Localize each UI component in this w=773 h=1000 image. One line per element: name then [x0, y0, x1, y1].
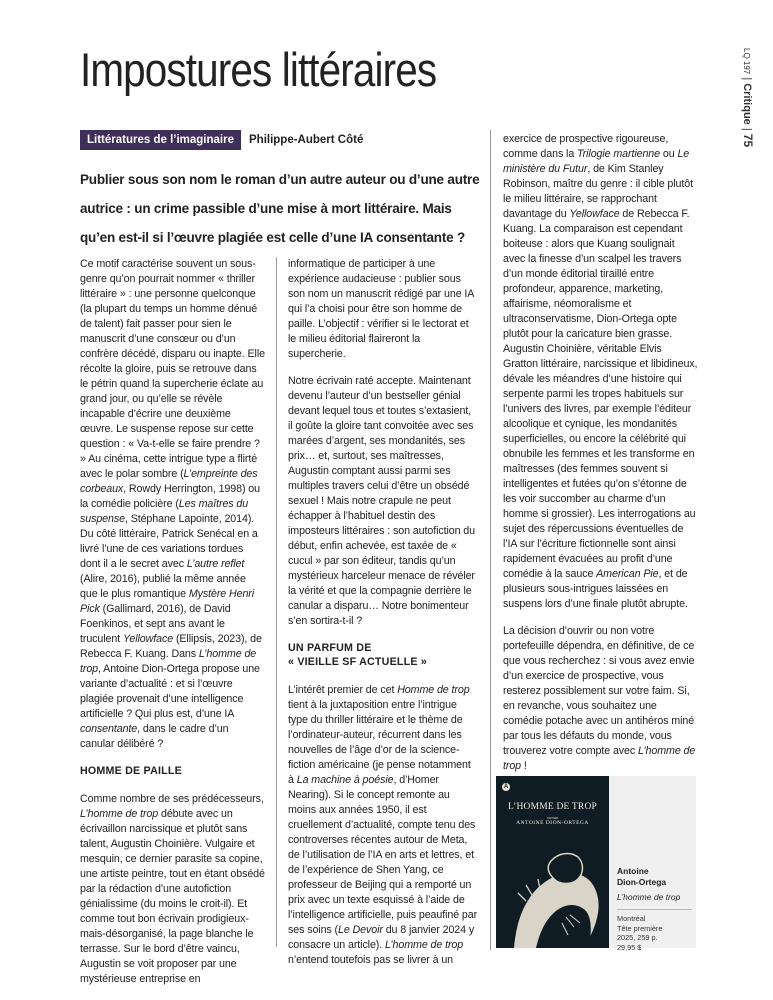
body-column-3: exercice de prospective rigoureuse, comme dans la Trilogie martienne ou Le ministère du Futur, de Kim Stanley Robinson, maître du genre : il cible plutôt le milieu littéraire, se rapprochant davantage du Yellowface de Rebecca F. Kuang. La comparaison est cependant boiteuse : alors que Kuang soulignait avec la finesse d’un scalpel les travers d’un monde éditorial tiraillé entre profondeur, apparence, marketing, affairisme, néomoralisme et ultraconservatisme, Dion-Ortega opte plutôt pour la caricature bien grasse. Augustin Choinière, véritable Elvis Gratton littéraire, narcissique et libidineux, dévale les méandres d’une histoire qui serpente parmi les tropes habituels sur l’univers des livres, par exemple l’éditeur alcoolique et cynique, les mondanités superficielles, ou encore la célébrité qui obnubile les femmes et les transforme en maîtresses (des femmes souvent si intelligentes et futées qu’on s’étonne de les voir succomber au charme d’un homme si grossier). Les interrogations au sujet des répercussions éventuelles de l’IA sur l’écriture fictionnelle sont ainsi rapidement évacuées au profit d’une comédie à la sauce American Pie, et de plusieurs sous-intrigues laissées en suspens lors d’une finale plutôt abrupte. La décision d’ouvrir ou non votre portefeuille dépendra, en définitive, de ce que vous recherchez : si vous avez envie d’un exercice de prospective, vous resterez possiblement sur votre faim. Si, en revanche, vous souhaitez une comédie potache avec un antihéros miné par tous les défauts du monde, vous trouverez votre compte avec L’homme de trop !: [503, 133, 698, 772]
section-label: Critique: [741, 83, 753, 125]
body-column-2: informatique de participer à une expérience audacieuse : publier sous son nom un manuscrit rédigé par une IA qui l’a choisi pour être son homme de paille. L’objectif : vérifier si le lectorat et le milieu éditorial flaireront la supercherie. Notre écrivain raté accepte. Maintenant devenu l’auteur d’un bestseller génial devant lequel tous et toutes s’extasient, il goûte la gloire tant convoitée avec ses marées d’argent, ses mondanités, ses prix… et, surtout, ses maîtresses, Augustin comptant aussi parmi ses multiples travers celui d’être un obsédé sexuel ! Mais notre crapule ne peut échapper à l’habituel destin des imposteurs littéraires : son autofiction du début, enfin achevée, est taxée de « cucul » par son éditeur, tandis qu’un mystérieux harceleur menace de révéler la vérité et que la compagnie derrière le canular a disparu… Notre bonimenteur s’en sortira-t-il ? UN PARFUM DE « VIEILLE SF ACTUELLE » L’intérêt premier de cet Homme de trop tient à la juxtaposition entre l’intrigue type du thriller littéraire et le thème de l’ordinateur-auteur, récurrent dans les nouvelles de l’âge d’or de la science-fiction américaine (je pense notamment à La machine à poésie, d’Homer Nearing). Si le concept remonte au moins aux années 1950, il est cruellement d’actualité, compte tenu des controverses récentes autour de Meta, de l’utilisation de l’IA en arts et lettres, et de l’expérience de Shen Yang, ce professeur de Beijing qui a remporté un prix avec un texte esquissé à l’aide de l’intelligence artificielle, puis peaufiné par ses soins (Le Devoir du 8 janvier 2024 y consacre un article). L’homme de trop n’entend toutefois pas se livrer à un: [288, 258, 478, 966]
publisher-logo-icon: A: [503, 784, 509, 790]
article-author: Philippe-Aubert Côté: [249, 133, 364, 146]
sidebar-separator: |: [741, 127, 753, 134]
book-publisher: Tête première: [617, 923, 663, 933]
body-column-1: Ce motif caractérise souvent un sous-genre qu’on pourrait nommer « thriller littéraire » : une personne quelconque (la plupart du temps un homme dénué de talent) fait passer pour sien le manuscrit d’une consœur ou d’un confrère décédé, disparu ou inapte. Elle récolte la gloire, puis se retrouve dans le pétrin quand la supercherie éclate au grand jour, ou qu’elle se révèle incapable d’écrire une deuxième œuvre. Le suspense repose sur cette question : « Va-t-elle se faire prendre ? » Au cinéma, cette intrigue type a flirté avec le polar sombre (L’empreinte des corbeaux, Rowdy Herrington, 1998) ou la comédie policière (Les maîtres du suspense, Stéphane Lapointe, 2014). Du côté littéraire, Patrick Senécal en a livré l’une de ces variations tordues dont il a le secret avec L’autre reflet (Alire, 2016), publié la même année que le plus romantique Mystère Henri Pick (Gallimard, 2016), de David Foenkinos, et sept ans avant le truculent Yellowface (Ellipsis, 2023), de Rebecca F. Kuang. Dans L’homme de trop, Antoine Dion-Ortega propose une variante d’actualité : et si l’œuvre plagiée provenait d’une intelligence artificielle ? Qui plus est, d’une IA consentante, dans le cadre d’un canular délibéré ? HOMME DE PAILLE Comme nombre de ses prédécesseurs, L’homme de trop débute avec un écrivaillon narcissique et plutôt sans talent, Augustin Choinière. Vulgaire et mesquin, ce dernier parasite sa copine, une artiste peintre, tout en étant obsédé par la rédaction d’une autofiction génialissime (du moins le croit-il). Et comme tout bon écrivain prodigieux-mais-désorganisé, la page blanche le terrasse. Sur le bord d’être vaincu, Augustin se voit proposer par une mystérieuse entreprise en: [80, 258, 265, 985]
cover-illustration-icon: [496, 831, 609, 948]
sidebar-separator: |: [741, 77, 753, 84]
rubric-tag: Littératures de l’imaginaire: [80, 130, 241, 150]
book-city: Montréal: [617, 914, 646, 923]
book-price: 29,95 $: [617, 942, 642, 952]
cover-author: ANTOINE DION-ORTEGA: [516, 820, 589, 826]
cover-title: L’HOMME DE TROP: [507, 802, 598, 812]
page-sidebar: [735, 48, 755, 208]
article-title: Impostures littéraires: [80, 43, 437, 96]
article-lede: Publier sous son nom le roman d’un autre auteur ou d’une autre autrice : un crime passible d’une mise à mort littéraire. Mais qu’en est-il si l’œuvre plagiée est celle d’une IA consentante ?: [80, 172, 480, 245]
book-separator: [617, 909, 692, 910]
sidebar-text: [741, 48, 755, 147]
page-number: 75: [741, 133, 755, 148]
column-divider: [490, 130, 491, 950]
rubric-bar: [80, 129, 363, 150]
book-title: L’homme de trop: [617, 892, 681, 902]
book-author-line2: Dion-Ortega: [617, 877, 667, 887]
book-details: [617, 866, 692, 952]
issue-label: LQ 197: [742, 48, 751, 75]
cover-genre: roman: [546, 815, 559, 820]
book-author-line1: Antoine: [617, 866, 649, 876]
book-info-box: [496, 776, 696, 952]
book-cover: [496, 776, 609, 948]
column-divider: [276, 257, 277, 947]
book-year-pages: 2025, 259 p.: [617, 933, 658, 942]
